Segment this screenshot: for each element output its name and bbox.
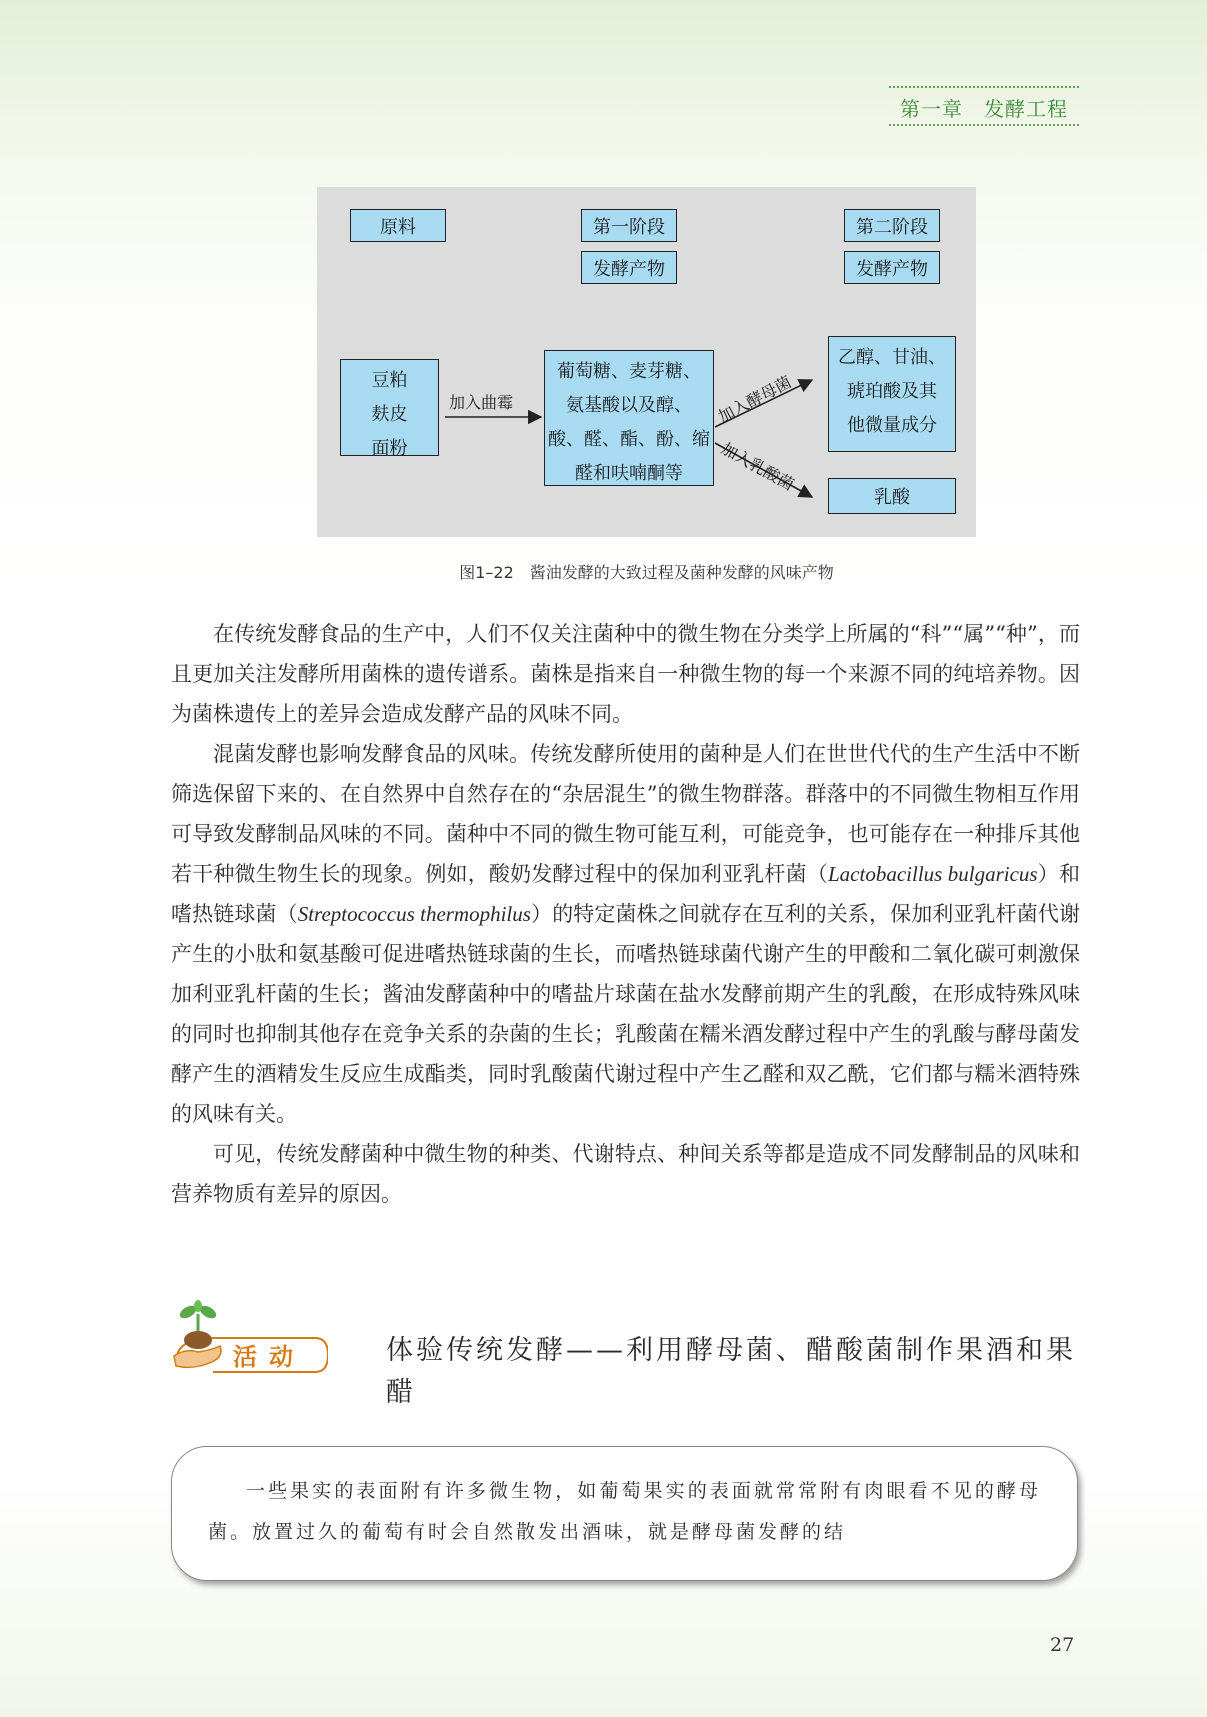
intermediate-line: 氨基酸以及醇、 (566, 395, 692, 416)
intermediate-line: 酸、醛、酯、酚、缩 (548, 429, 710, 450)
soy-sauce-fermentation-diagram (317, 187, 976, 537)
stage1-products-box (544, 350, 714, 486)
activity-box (171, 1446, 1078, 1581)
intermediate-line: 醛和呋喃酮等 (575, 463, 683, 484)
lactic-acid-box: 乳酸 (828, 478, 956, 514)
input-item: 面粉 (371, 438, 408, 459)
chapter-title: 第一章 发酵工程 (900, 97, 1068, 121)
header-rule-top (889, 86, 1079, 88)
figure-caption: 图1–22 酱油发酵的大致过程及菌种发酵的风味产物 (459, 563, 834, 582)
paragraph-2: 混菌发酵也影响发酵食品的风味。传统发酵所使用的菌种是人们在世世代代的生产生活中不断筛选保留下来的、在自然界中自然存在的“杂居混生”的微生物群落。群落中的不同微生物相互作用可导致发酵制品风味的不同。菌种中不同的微生物可能互利，可能竞争，也可能存在一种排斥其他若干种微生物生长的现象。例如，酸奶发酵过程中的保加利亚乳杆菌（Lactobacillus bulgaricus）和嗜热链球菌（Streptococcus thermophilus）的特定菌株之间就存在互利的关系，保加利亚乳杆菌代谢产生的小肽和氨基酸可促进嗜热链球菌的生长，而嗜热链球菌代谢产生的甲酸和二氧化碳可刺激保加利亚乳杆菌的生长；酱油发酵菌种中的嗜盐片球菌在盐水发酵前期产生的乳酸，在形成特殊风味的同时也抑制其他存在竞争关系的杂菌的生长；乳酸菌在糯米酒发酵过程中产生的乳酸与酵母菌发酵产生的酒精发生反应生成酯类，同时乳酸菌代谢过程中产生乙醛和双乙酰，它们都与糯米酒特殊的风味有关。 (171, 742, 1081, 1126)
yeast-product-line: 他微量成分 (847, 415, 937, 436)
activity-text: 一些果实的表面附有许多微生物，如葡萄果实的表面就常常附有肉眼看不见的酵母菌。放置过久的葡萄有时会自然散发出酒味，就是酵母菌发酵的结 (208, 1480, 1041, 1543)
activity-title: 体验传统发酵——利用酵母菌、醋酸菌制作果酒和果醋 (386, 1335, 1076, 1408)
stage1-product-box: 发酵产物 (581, 251, 677, 284)
paragraph-1: 在传统发酵食品的生产中，人们不仅关注菌种中的微生物在分类学上所属的“科”“属”“种”，而且更加关注发酵所用菌株的遗传谱系。菌株是指来自一种微生物的每一个来源不同的纯培养物。因为菌株遗传上的差异会造成发酵产品的风味不同。 (171, 622, 1080, 726)
koji-arrow-label: 加入曲霉 (449, 393, 514, 412)
page-number: 27 (1050, 1634, 1075, 1656)
yeast-arrow-label: 加入酵母菌 (714, 372, 795, 427)
header-rule-bottom (889, 124, 1079, 126)
stage2-box: 第二阶段 (844, 209, 940, 242)
body-text (171, 614, 1080, 1214)
stage1-box: 第一阶段 (581, 209, 677, 242)
yeast-product-line: 乙醇、甘油、 (838, 347, 946, 368)
yeast-product-line: 琥珀酸及其 (847, 381, 937, 402)
yeast-products-box (828, 336, 956, 452)
activity-label: 活动 (233, 1343, 305, 1371)
input-item: 麸皮 (371, 404, 408, 425)
species-name: Streptococcus thermophilus (297, 902, 531, 926)
species-name: Lactobacillus bulgaricus (828, 862, 1038, 886)
lactobacillus-arrow-label: 加入乳酸菌 (718, 438, 798, 495)
raw-material-box: 原料 (350, 209, 446, 242)
inputs-box (340, 359, 439, 459)
paragraph-3: 可见，传统发酵菌种中微生物的种类、代谢特点、种间关系等都是造成不同发酵制品的风味和营养物质有差异的原因。 (171, 1142, 1080, 1206)
stage2-product-box: 发酵产物 (844, 251, 940, 284)
intermediate-line: 葡萄糖、麦芽糖、 (557, 361, 701, 382)
input-item: 豆粕 (371, 370, 408, 391)
